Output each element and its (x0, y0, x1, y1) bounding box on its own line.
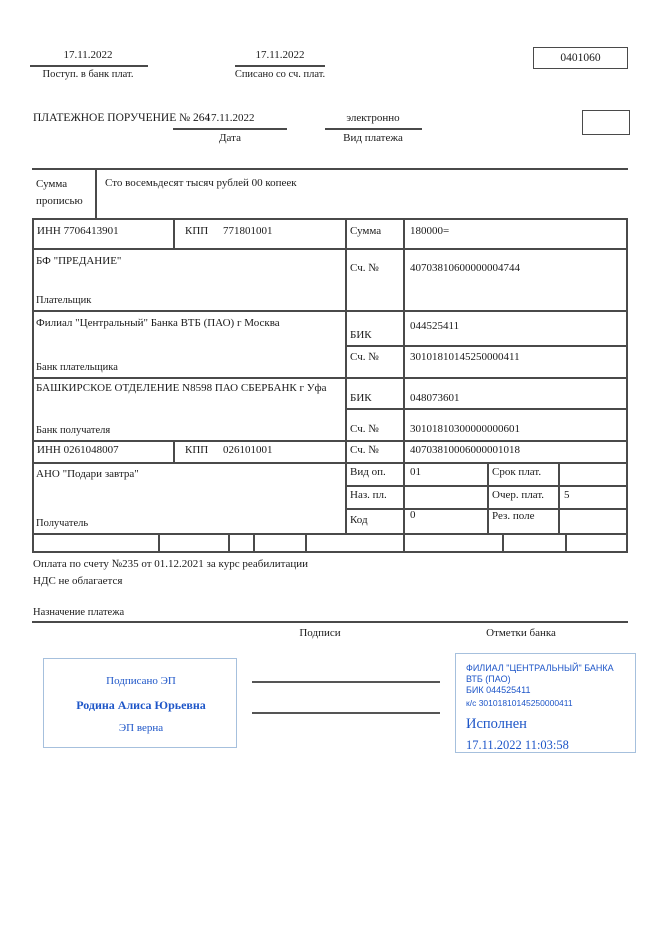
signature-line-2 (252, 712, 440, 714)
payee-kpp: 026101001 (223, 444, 273, 456)
payer-kpp-label: КПП (185, 225, 209, 237)
empty-row-divider (403, 533, 405, 551)
form-code-box (533, 47, 628, 69)
payer-bank-name: Филиал "Центральный" Банка ВТБ (ПАО) г Москва (36, 317, 280, 329)
payee-name: АНО "Подари завтра" (36, 468, 139, 480)
ocher-plat-value: 5 (564, 489, 570, 501)
payee-label: Получатель (36, 518, 89, 529)
table-right-border (626, 218, 628, 551)
payer-account: 40703810600000004744 (410, 262, 520, 274)
payee-bank-account: 30101810300000000601 (410, 423, 520, 435)
payer-bank-bik-label: БИК (350, 329, 372, 341)
empty-row-divider (305, 533, 307, 551)
table-line (32, 377, 628, 379)
payee-bank-bik: 048073601 (410, 392, 460, 404)
empty-row-divider (502, 533, 504, 551)
table-line (32, 168, 628, 170)
table-line (32, 462, 628, 464)
sum-value: 180000= (410, 225, 450, 237)
empty-row-divider (565, 533, 567, 551)
payer-name: БФ "ПРЕДАНИЕ" (36, 255, 122, 267)
doc-title: ПЛАТЕЖНОЕ ПОРУЧЕНИЕ № 264 (33, 112, 211, 124)
payer-label: Плательщик (36, 295, 92, 306)
payer-kpp: 771801001 (223, 225, 273, 237)
amount-words: Сто восемьдесят тысяч рублей 00 копеек (105, 177, 297, 189)
esign-stamp (43, 658, 237, 748)
table-line (345, 408, 628, 410)
table-divider (173, 440, 175, 462)
table-line (345, 345, 628, 347)
vid-op-label: Вид оп. (350, 466, 386, 478)
table-line (32, 533, 628, 535)
table-line (32, 218, 628, 220)
payment-kind: электронно (346, 112, 400, 124)
payment-kind-label: Вид платежа (343, 132, 403, 144)
amount-words-label: Сумма прописью (36, 178, 83, 207)
debited-date-underline (235, 65, 325, 67)
empty-row-divider (158, 533, 160, 551)
table-line (32, 310, 628, 312)
payee-inn: ИНН 0261048007 (37, 444, 119, 456)
payee-account-label: Сч. № (350, 444, 379, 456)
debited-date: 17.11.2022 (255, 49, 305, 61)
naz-pl-label: Наз. пл. (350, 489, 387, 501)
payee-account: 40703810006000001018 (410, 444, 520, 456)
bank-stamp-status: Исполнен (466, 716, 527, 732)
bank-stamp-line4: к/с 30101810145250000411 (466, 698, 573, 708)
purpose-line2: НДС не облагается (33, 575, 123, 587)
payer-account-label: Сч. № (350, 262, 379, 274)
received-label: Поступ. в банк плат. (42, 69, 134, 80)
esign-stamp-signer: Родина Алиса Юрьевна (76, 698, 206, 712)
table-divider (487, 462, 489, 533)
table-left-border (32, 218, 34, 551)
table-line (32, 440, 628, 442)
purpose-label: Назначение платежа (33, 607, 125, 618)
payee-bank-bik-label: БИК (350, 392, 372, 404)
empty-row-divider (253, 533, 255, 551)
vid-op-value: 01 (410, 466, 421, 478)
purpose-underline (32, 621, 628, 623)
kod-label: Код (350, 514, 368, 526)
esign-stamp-line3: ЭП верна (118, 722, 164, 734)
table-divider (173, 218, 175, 248)
esign-stamp-line1: Подписано ЭП (106, 675, 176, 687)
empty-row-divider (228, 533, 230, 551)
rez-pole-label: Рез. поле (492, 510, 535, 522)
sum-label: Сумма (350, 225, 382, 237)
status-box-empty (582, 110, 630, 135)
bank-stamp-line3: БИК 044525411 (466, 685, 531, 695)
srok-plat-label: Срок плат. (492, 466, 542, 478)
kod-value: 0 (410, 509, 416, 521)
bank-stamp-line1: ФИЛИАЛ "ЦЕНТРАЛЬНЫЙ" БАНКА (466, 663, 614, 673)
payee-bank-account-label: Сч. № (350, 423, 379, 435)
bank-stamp-line2: ВТБ (ПАО) (466, 674, 511, 684)
payee-bank-label: Банк получателя (36, 425, 111, 436)
table-divider (345, 218, 347, 533)
received-date: 17.11.2022 (63, 49, 113, 61)
form-code: 0401060 (560, 52, 601, 64)
doc-date-label: Дата (219, 132, 241, 144)
bank-stamp (455, 653, 636, 753)
payer-bank-bik: 044525411 (410, 320, 460, 332)
payer-bank-label: Банк плательщика (36, 362, 118, 373)
payee-kpp-label: КПП (185, 444, 209, 456)
table-line (32, 551, 628, 553)
doc-date-underline (173, 128, 287, 130)
received-date-underline (30, 65, 148, 67)
purpose-line1: Оплата по счету №235 от 01.12.2021 за курс реабилитации (33, 558, 309, 570)
table-divider (95, 168, 97, 218)
payer-bank-account-label: Сч. № (350, 351, 379, 363)
signatures-heading: Подписи (299, 627, 341, 639)
table-divider (558, 462, 560, 533)
bank-stamp-datetime: 17.11.2022 11:03:58 (466, 738, 569, 752)
payer-inn: ИНН 7706413901 (37, 225, 119, 237)
signature-line-1 (252, 681, 440, 683)
doc-date: 17.11.2022 (205, 112, 255, 124)
ocher-plat-label: Очер. плат. (492, 489, 545, 501)
bank-marks-heading: Отметки банка (486, 627, 556, 639)
debited-label: Списано со сч. плат. (234, 69, 326, 80)
table-line (32, 248, 628, 250)
payer-bank-account: 30101810145250000411 (410, 351, 520, 363)
payment-kind-underline (325, 128, 422, 130)
table-divider (403, 218, 405, 533)
payee-bank-name: БАШКИРСКОЕ ОТДЕЛЕНИЕ N8598 ПАО СБЕРБАНК г Уфа (36, 382, 327, 394)
